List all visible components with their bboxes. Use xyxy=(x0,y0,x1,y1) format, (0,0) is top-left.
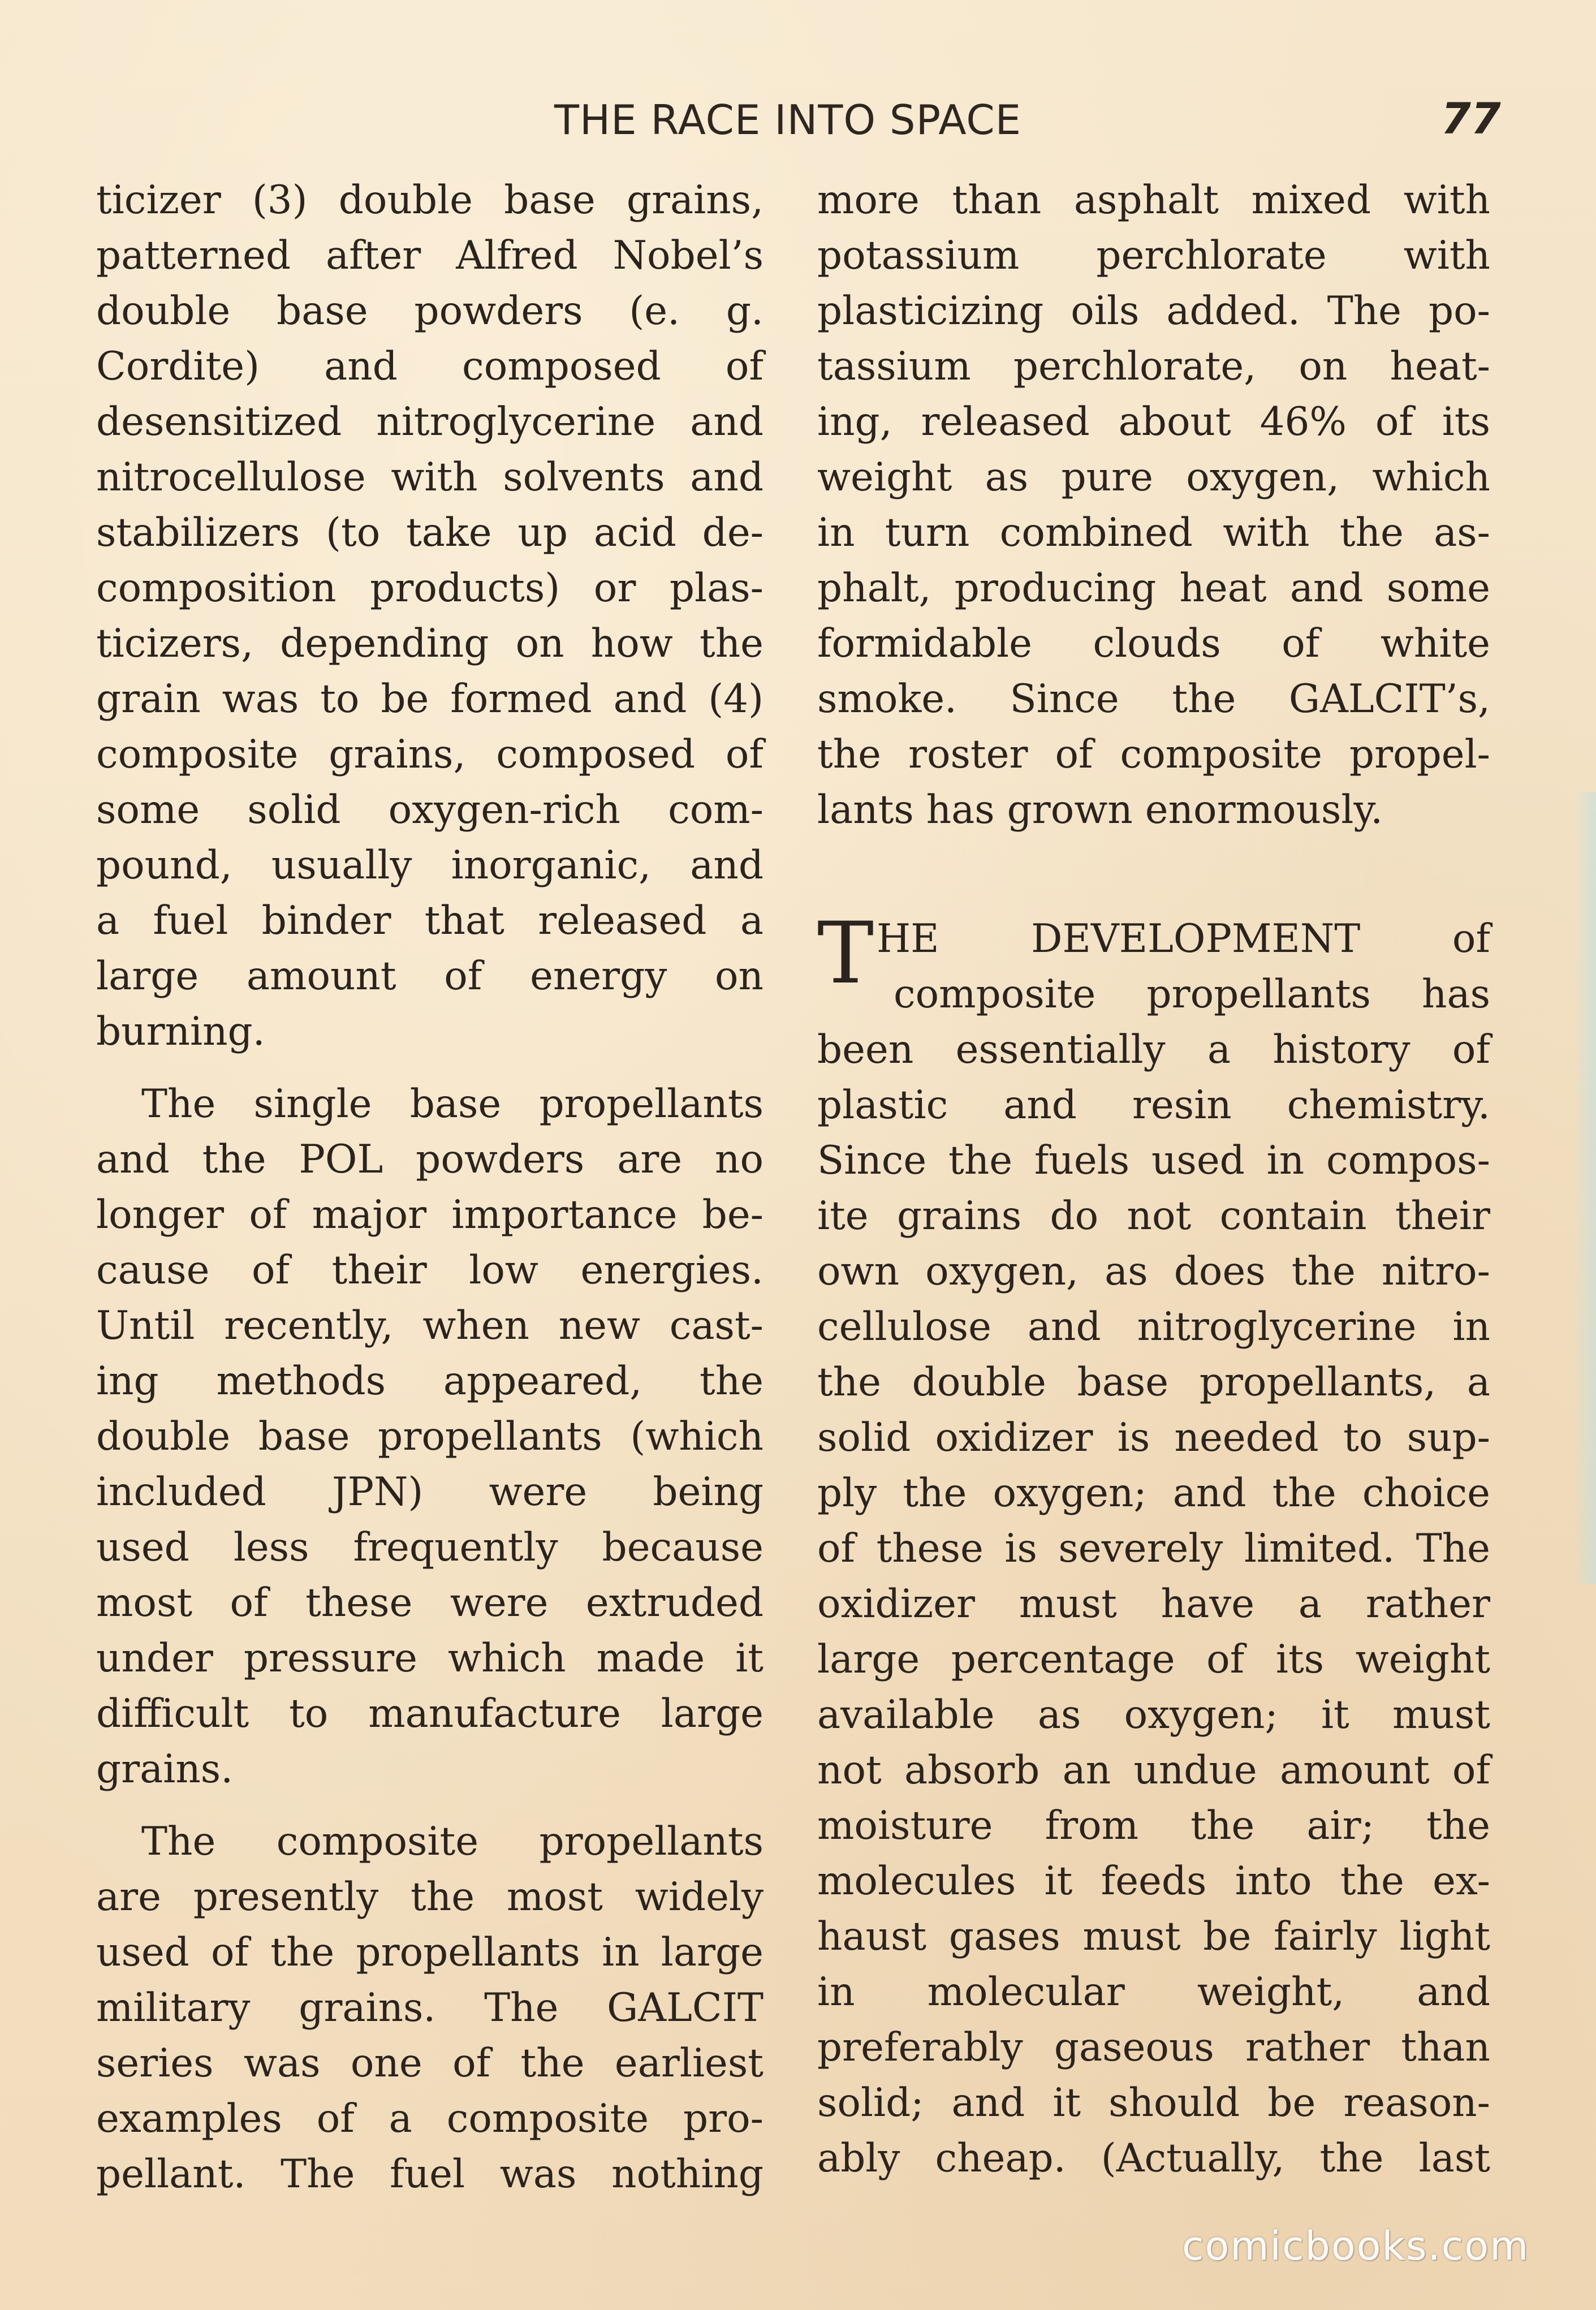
text-line: more than asphalt mixed with xyxy=(817,178,1490,223)
text-line: lants has grown enormously. xyxy=(817,787,1383,833)
text-line: composite grains, composed of xyxy=(96,732,764,777)
text-line: patterned after Alfred Nobel’s xyxy=(96,233,764,278)
left-column xyxy=(96,173,764,2202)
text-line: not absorb an undue amount of xyxy=(817,1748,1490,1793)
text-line: cellulose and nitroglycerine in xyxy=(817,1304,1490,1350)
text-line: phalt, producing heat and some xyxy=(817,566,1490,611)
text-line: Cordite) and composed of xyxy=(96,344,764,389)
text-line: grains. xyxy=(96,1747,234,1792)
text-line: burning. xyxy=(96,1009,265,1054)
text-line: desensitized nitroglycerine and xyxy=(96,399,764,445)
text-line: ite grains do not contain their xyxy=(817,1193,1490,1239)
text-line: solid oxidizer is needed to sup- xyxy=(817,1415,1490,1460)
text-line: preferably gaseous rather than xyxy=(817,2025,1490,2070)
text-line: large percentage of its weight xyxy=(817,1637,1490,1682)
text-line: ticizers, depending on how the xyxy=(96,621,764,666)
text-line: moisture from the air; the xyxy=(817,1803,1490,1848)
text-line: pellant. The fuel was nothing xyxy=(96,2152,764,2197)
text-line: cause of their low energies. xyxy=(96,1248,764,1293)
text-line: most of these were extruded xyxy=(96,1580,764,1626)
text-line: plastic and resin chemistry. xyxy=(817,1083,1490,1128)
text-line: in molecular weight, and xyxy=(817,1969,1490,2015)
text-line: Since the fuels used in compos- xyxy=(817,1138,1490,1183)
right-column xyxy=(817,173,1490,2186)
text-line: composite propellants has xyxy=(894,972,1490,1017)
text-line: a fuel binder that released a xyxy=(96,898,764,943)
text-line: ing methods appeared, the xyxy=(96,1359,764,1404)
text-line: are presently the most widely xyxy=(96,1874,764,1920)
text-line: tassium perchlorate, on heat- xyxy=(817,344,1490,389)
text-line: under pressure which made it xyxy=(96,1636,764,1681)
text-line: solid; and it should be reason- xyxy=(817,2080,1490,2126)
text-line: haust gases must be fairly light xyxy=(817,1914,1490,1959)
text-line: potassium perchlorate with xyxy=(817,233,1490,278)
text-line: ing, released about 46% of its xyxy=(817,399,1490,445)
text-line: the roster of composite propel- xyxy=(817,732,1490,777)
text-line: smoke. Since the GALCIT’s, xyxy=(817,676,1490,722)
text-line: difficult to manufacture large xyxy=(96,1691,764,1736)
text-line: used of the propellants in large xyxy=(96,1930,764,1975)
text-line: formidable clouds of white xyxy=(817,621,1490,666)
text-line: own oxygen, as does the nitro- xyxy=(817,1249,1490,1294)
paragraph-gap xyxy=(96,1059,764,1076)
text-line: oxidizer must have a rather xyxy=(817,1581,1490,1627)
text-line: series was one of the earliest xyxy=(96,2041,764,2086)
text-line: weight as pure oxygen, which xyxy=(817,455,1490,500)
text-line: nitrocellulose with solvents and xyxy=(96,455,764,500)
text-line: double base powders (e. g. xyxy=(96,288,764,334)
text-line: composition products) or plas- xyxy=(96,566,764,611)
page-edge-tint xyxy=(1573,792,1596,1584)
text-line: ticizer (3) double base grains, xyxy=(96,178,764,223)
text-line: ably cheap. (Actually, the last xyxy=(817,2136,1490,2181)
section-opening xyxy=(817,904,1490,1022)
text-line: in turn combined with the as- xyxy=(817,510,1490,555)
running-header: THE RACE INTO SPACE xyxy=(554,96,1022,144)
text-line: included JPN) were being xyxy=(96,1469,764,1515)
text-line: grain was to be formed and (4) xyxy=(96,676,764,722)
text-line: large amount of energy on xyxy=(96,954,764,999)
drop-cap: T xyxy=(817,904,874,1003)
text-line: pound, usually inorganic, and xyxy=(96,843,764,888)
text-line: ply the oxygen; and the choice xyxy=(817,1471,1490,1516)
text-line: double base propellants (which xyxy=(96,1414,764,1459)
text-line: stabilizers (to take up acid de- xyxy=(96,510,764,555)
text-line: The composite propellants xyxy=(141,1819,764,1864)
section-gap xyxy=(817,838,1490,911)
text-line: used less frequently because xyxy=(96,1525,764,1570)
text-line: the double base propellants, a xyxy=(817,1360,1490,1405)
text-line: and the POL powders are no xyxy=(96,1137,764,1182)
text-line: plasticizing oils added. The po- xyxy=(817,288,1490,334)
text-line: Until recently, when new cast- xyxy=(96,1303,764,1348)
page-number: 77 xyxy=(1441,93,1501,144)
text-line: some solid oxygen-rich com- xyxy=(96,787,764,833)
text-line: The single base propellants xyxy=(141,1081,764,1127)
text-line: of these is severely limited. The xyxy=(817,1526,1490,1571)
text-line: longer of major importance be- xyxy=(96,1192,764,1238)
text-line: HE DEVELOPMENT of xyxy=(877,916,1490,962)
text-line: military grains. The GALCIT xyxy=(96,1985,764,2031)
paragraph-gap xyxy=(96,1797,764,1814)
text-line: available as oxygen; it must xyxy=(817,1692,1490,1738)
watermark: comicbooks.com xyxy=(1182,2223,1530,2269)
text-line: molecules it feeds into the ex- xyxy=(817,1859,1490,1904)
text-line: examples of a composite pro- xyxy=(96,2096,764,2141)
text-line: been essentially a history of xyxy=(817,1027,1490,1072)
